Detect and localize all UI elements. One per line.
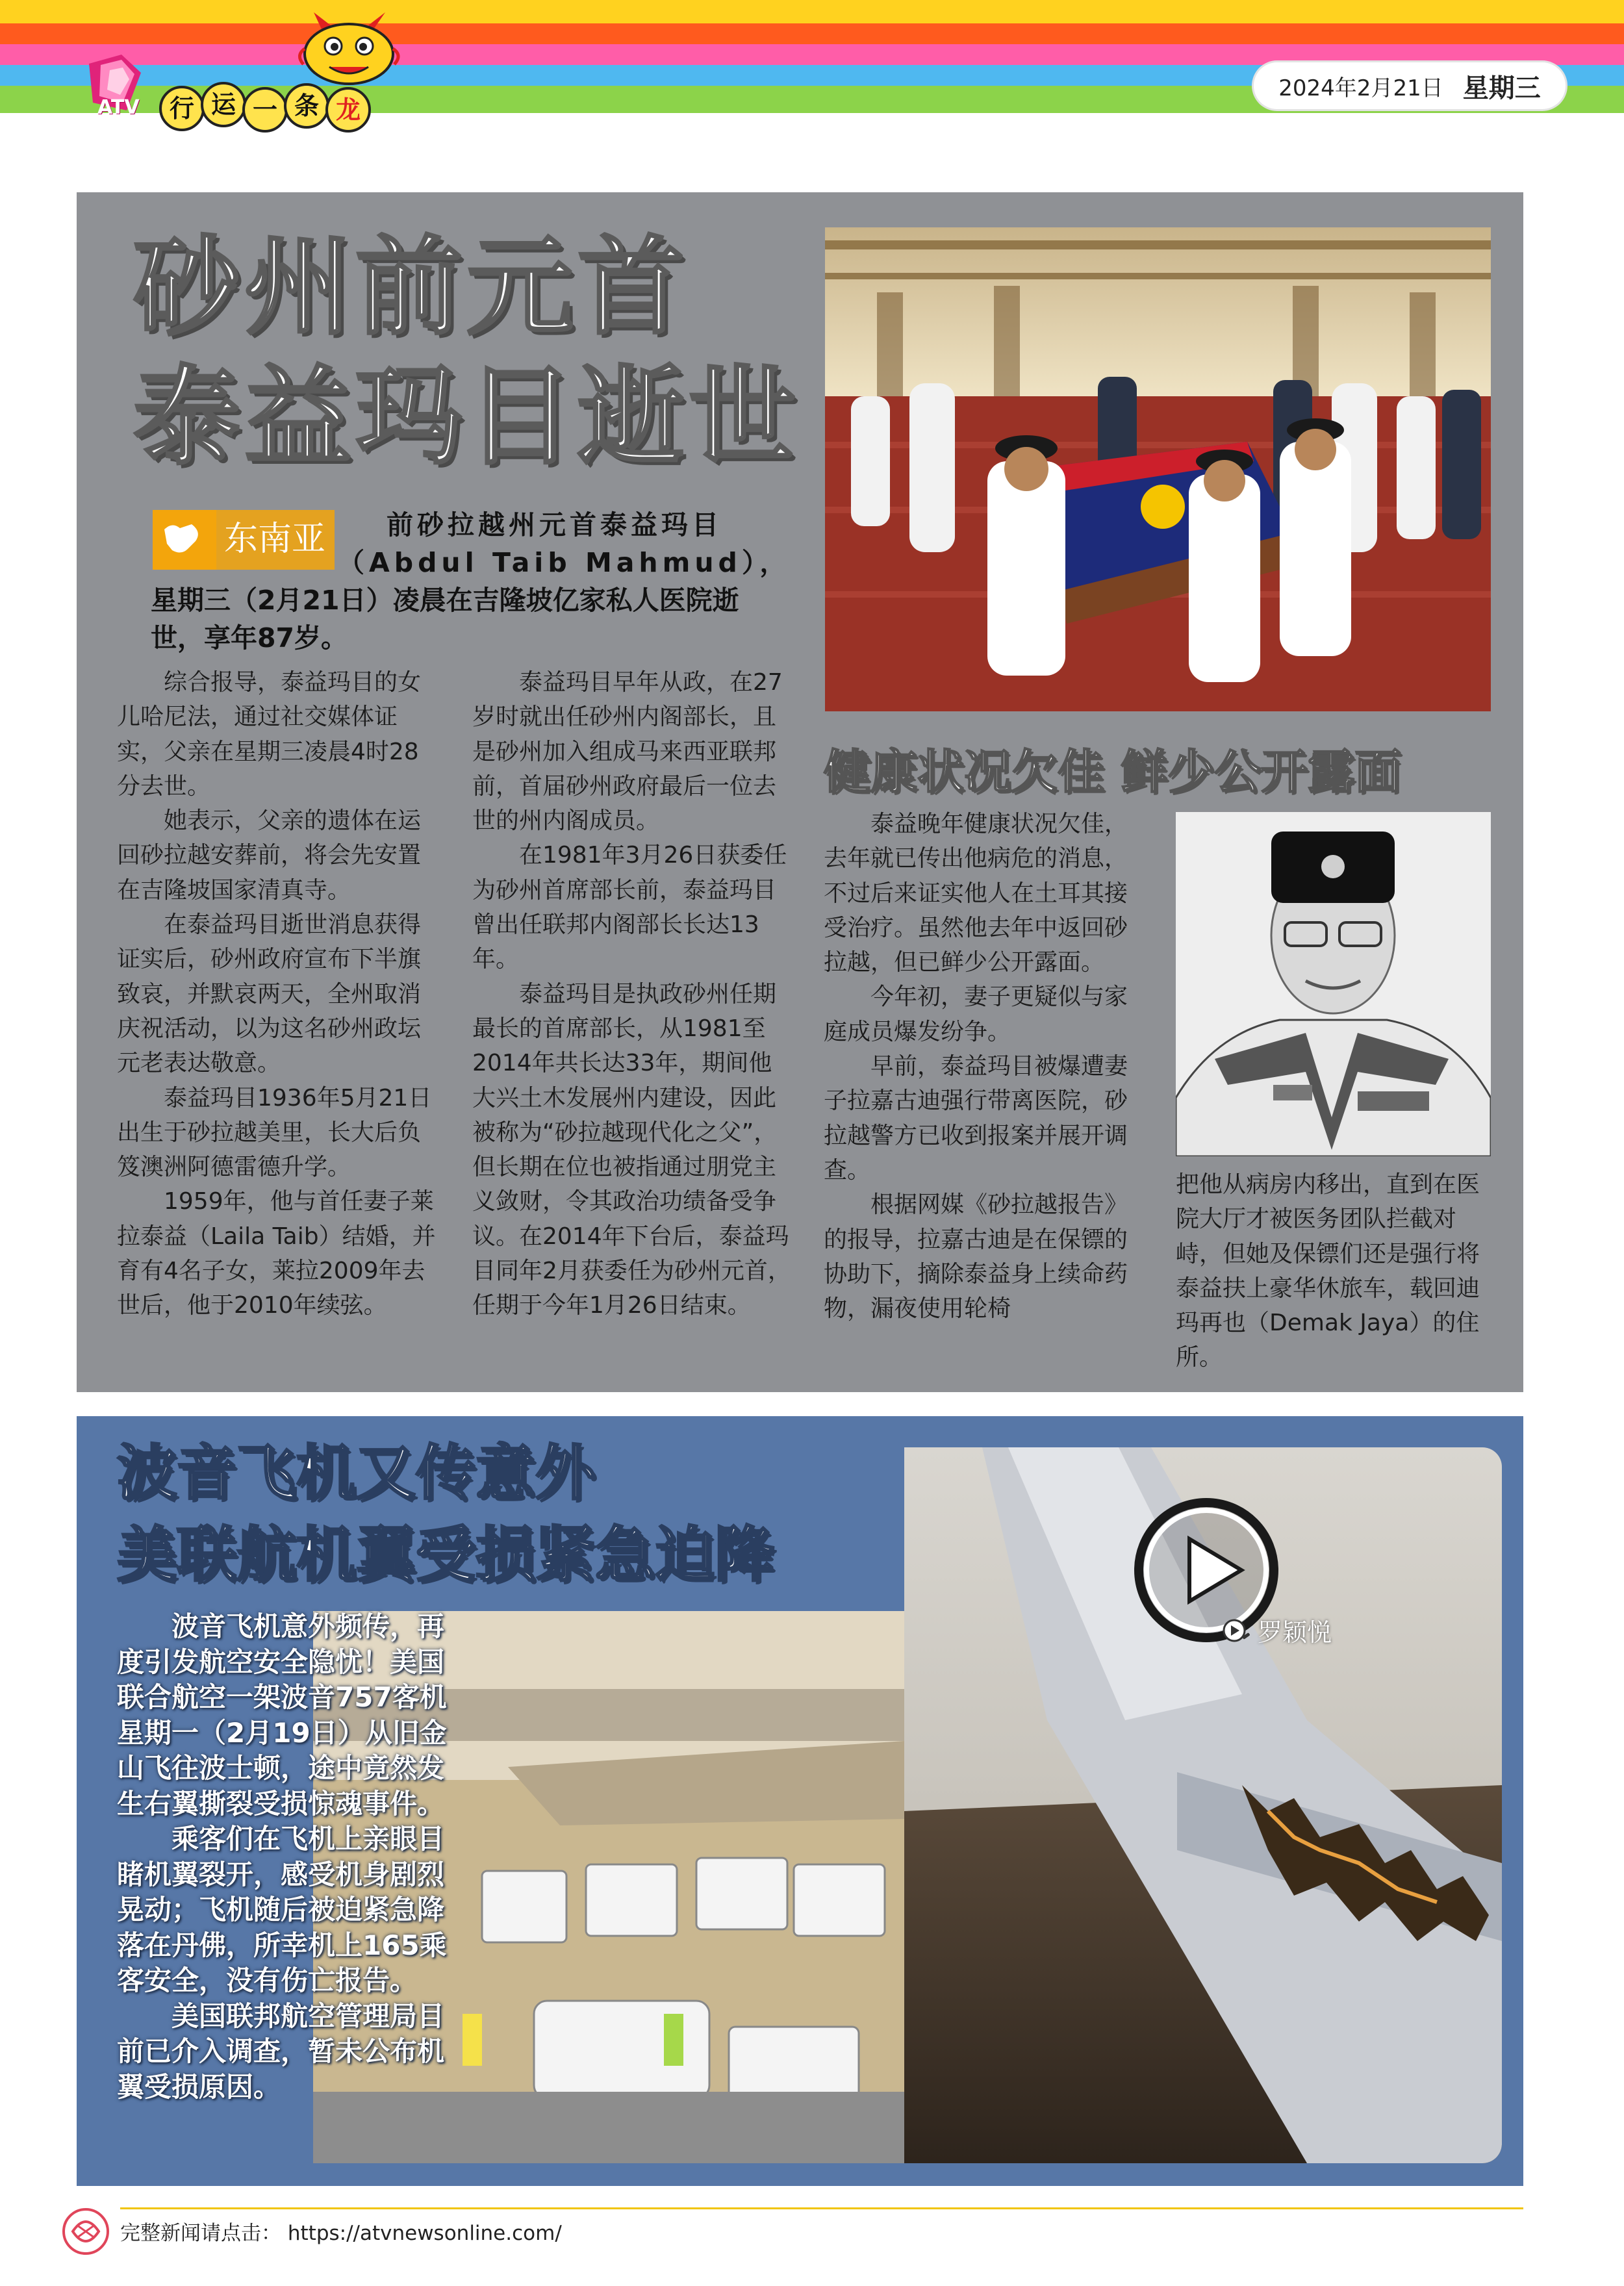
footer-link-text [120, 2216, 562, 2246]
slogan-char: 龙 [325, 87, 371, 133]
header-stripe-orange [0, 23, 1624, 44]
lead-line: 前砂拉越州元首泰益玛目 [387, 509, 722, 540]
paragraph: 泰益玛目早年从政，在27岁时就出任砂州内阁部长，且是砂州加入组成马来西亚联邦前，首届砂州政府最后一位去世的州内阁成员。 [472, 669, 783, 835]
paragraph: 泰益晚年健康状况欠佳，去年就已传出他病危的消息，不过后来证实他人在土耳其接受治疗。虽然他去年中返回砂拉越，但已鲜少公开露面。 [824, 811, 1128, 976]
date-pill [1254, 62, 1566, 109]
slogan-char: 运 [201, 82, 246, 127]
lead-line: 世，享年87岁。 [151, 622, 348, 654]
slogan-char: 条 [284, 83, 329, 129]
article1-headline-line2: 泰益玛目逝世 [133, 355, 800, 479]
slogan [159, 82, 374, 134]
portrait-photo [1176, 812, 1491, 1156]
dragon-mascot-icon [296, 10, 403, 88]
article1-column1 [117, 665, 438, 1323]
article2-headline-line1: 波音飞机又传意外 [117, 1438, 596, 1508]
paragraph: 根据网媒《砂拉越报告》的报导，拉嘉古迪是在保镖的协助下，摘除泰益身上续命药物，漏夜使用轮椅 [824, 1191, 1128, 1323]
body-line: 联合航空一架波音757客机 [117, 1681, 447, 1713]
body-line: 落在丹佛，所幸机上165乘 [117, 1929, 447, 1961]
paragraph: 在泰益玛目逝世消息获得证实后，砂州政府宣布下半旗致哀，并默哀两天，全州取消庆祝活动，以为这名砂州政坛元老表达敬意。 [117, 911, 422, 1077]
paragraph: 把他从病房内移出，直到在医院大厅才被医务团队拦截对峙，但她及保镖们还是强行将泰益扶上豪华休旅车，载回迪玛再也（Demak Jaya）的住所。 [1176, 1171, 1480, 1371]
paragraph: 今年初，妻子更疑似与家庭成员爆发纷争。 [824, 984, 1128, 1045]
footer-label: 完整新闻请点击： [120, 2222, 281, 2245]
article2-headline-line2: 美联航机翼受损紧急迫降 [117, 1520, 775, 1590]
issue-date: 2024年2月21日 [1278, 75, 1443, 101]
body-line: 翼受损原因。 [117, 2070, 281, 2103]
slogan-char: 一 [242, 87, 288, 133]
body-line: 睹机翼裂开，感受机身剧烈 [117, 1858, 445, 1890]
body-line: 度引发航空安全隐忧！美国 [117, 1645, 445, 1678]
article2-body [117, 1609, 481, 2105]
body-line: 波音飞机意外频传，再 [171, 1610, 445, 1642]
region-badge [153, 510, 335, 570]
body-line: 生右翼撕裂受损惊魂事件。 [117, 1787, 445, 1820]
footer-url-link[interactable]: https://atvnewsonline.com/ [287, 2222, 562, 2245]
body-line: 客安全，没有伤亡报告。 [117, 1964, 418, 1996]
body-line: 乘客们在飞机上亲眼目 [171, 1823, 445, 1855]
reporter-credit [1221, 1612, 1332, 1648]
slogan-char: 行 [159, 86, 205, 131]
article1-column4 [1176, 1167, 1491, 1375]
paragraph: 在1981年3月26日获委任为砂州首席部长前，泰益玛目曾出任联邦内阁部长长达13年。 [472, 842, 787, 973]
paragraph: 她表示，父亲的遗体在运回砂拉越安葬前，将会先安置在吉隆坡国家清真寺。 [117, 807, 422, 904]
body-line: 山飞往波士顿，途中竟然发 [117, 1752, 445, 1784]
article1-headline-line1: 砂州前元首 [133, 225, 689, 349]
paragraph: 早前，泰益玛目被爆遭妻子拉嘉古迪强行带离医院，砂拉越警方已收到报案并展开调查。 [824, 1053, 1128, 1184]
article1-subheadline: 健康状况欠佳 鲜少公开露面 [824, 744, 1402, 799]
body-line: 前已介入调查，暂未公布机 [117, 2035, 445, 2067]
paragraph: 泰益玛目是执政砂州任期最长的首席部长，从1981至2014年共长达33年，期间他大兴土木发展州内建设，因此被称为“砂拉越现代化之父”，但长期在位也被指通过朋党主义敛财，令其政治功绩备受争议。在2014年下台后，泰益玛目同年2月获委任为砂州元首，任期于今年1月26日结束。 [472, 980, 791, 1319]
article1-column3 [824, 807, 1142, 1326]
article1-column2 [472, 665, 794, 1323]
paragraph: 1959年，他与首任妻子莱拉泰益（Laila Taib）结婚，并育有4名子女，莱拉2009年去世后，他于2010年续弦。 [117, 1188, 436, 1319]
atv-brand-text: ATV [97, 96, 140, 119]
body-line: 星期一（2月19日）从旧金 [117, 1716, 447, 1749]
paragraph: 泰益玛目1936年5月21日出生于砂拉越美里，长大后负笈澳洲阿德雷德升学。 [117, 1084, 432, 1181]
lead-line: （Abdul Taib Mahmud）， [338, 547, 791, 578]
reporter-name: 罗颖悦 [1258, 1618, 1332, 1647]
header-stripe-yellow [0, 0, 1624, 23]
body-line: 晃动；飞机随后被迫紧急降 [117, 1894, 445, 1925]
footer-divider [120, 2207, 1523, 2209]
region-badge-label: 东南亚 [223, 520, 326, 559]
issue-weekday: 星期三 [1462, 73, 1541, 103]
funeral-procession-photo [825, 227, 1491, 711]
lead-line: 星期三（2月21日）凌晨在吉隆坡亿家私人医院逝 [151, 585, 739, 616]
body-line: 美国联邦航空管理局目 [171, 2000, 445, 2032]
video-camera-icon [1221, 1618, 1251, 1644]
footer-logo-icon [60, 2205, 112, 2257]
paragraph: 综合报导，泰益玛目的女儿哈尼法，通过社交媒体证实，父亲在星期三凌晨4时28分去世。 [117, 669, 422, 800]
